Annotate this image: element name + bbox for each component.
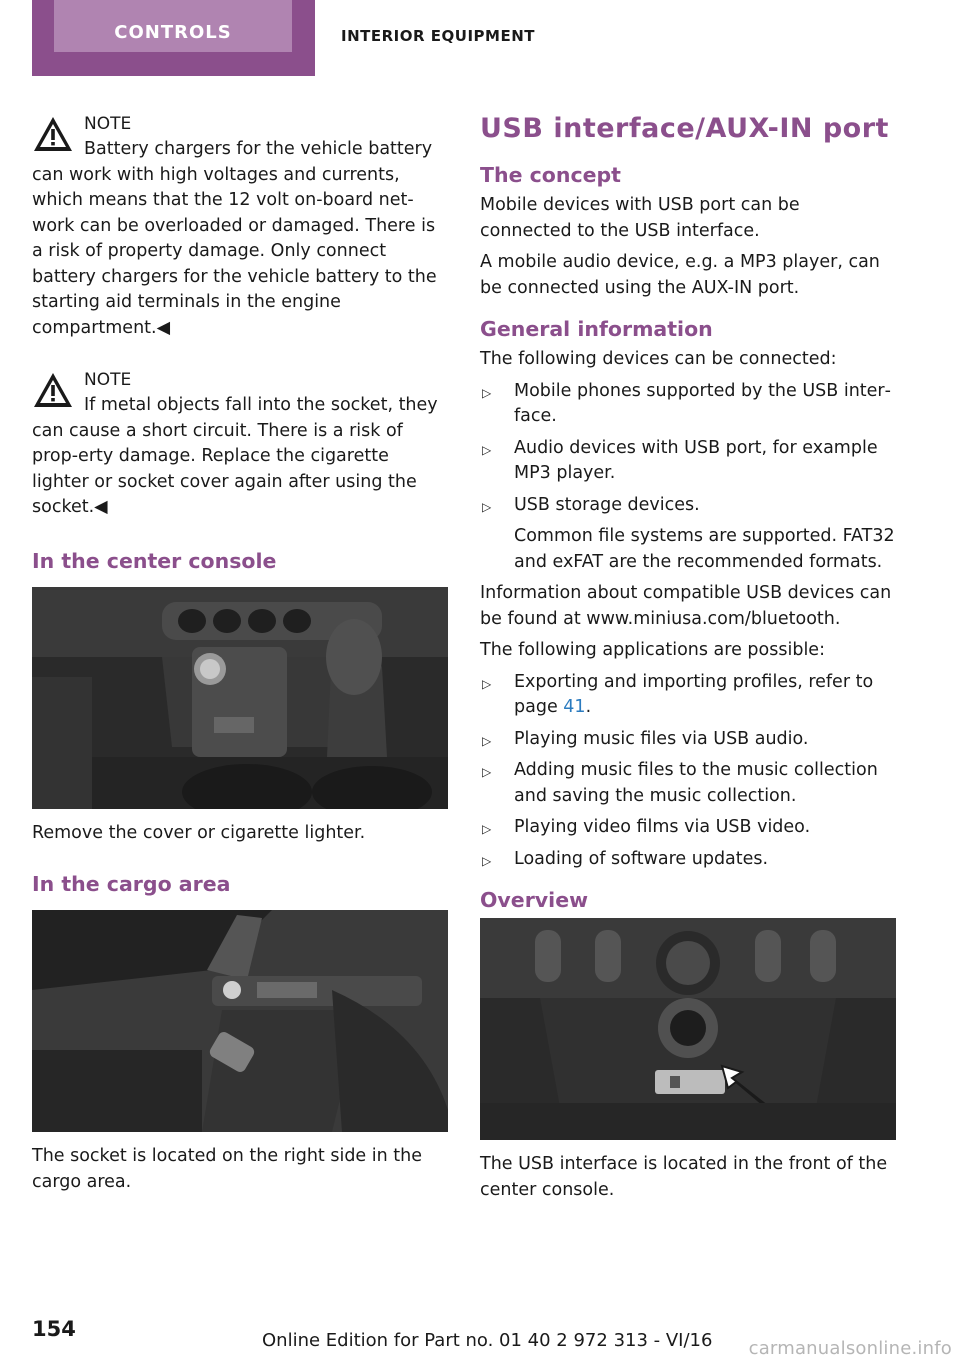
heading-general-information: General information xyxy=(480,317,713,341)
section-label: INTERIOR EQUIPMENT xyxy=(341,27,535,45)
bullet-triangle-icon: ▷ xyxy=(482,733,492,748)
page-title: USB interface/AUX-IN port xyxy=(480,113,889,144)
list-item: ▷ Exporting and importing profiles, refer to page 41. xyxy=(482,671,874,717)
chapter-tab-label: CONTROLS xyxy=(114,22,232,43)
warning-icon xyxy=(32,115,74,153)
usb-interface-photo xyxy=(480,918,896,1140)
page-number: 154 xyxy=(32,1317,76,1341)
heading-overview: Overview xyxy=(480,888,589,912)
overview-caption: The USB interface is located in the front of the center console. xyxy=(480,1154,888,1200)
bullet-triangle-icon: ▷ xyxy=(482,822,492,836)
list-item: ▷ Loading of software updates. xyxy=(480,847,896,873)
bullet-triangle-icon: ▷ xyxy=(482,676,492,691)
list-item: ▷ Mobile phones supported by the USB inter‐face. xyxy=(482,380,891,426)
page-reference-link[interactable]: 41 xyxy=(563,697,586,717)
cargo-area-socket-photo xyxy=(32,910,448,1132)
bullet-triangle-icon: ▷ xyxy=(482,442,492,457)
list-item: ▷ USB storage devices. xyxy=(480,493,896,519)
concept-paragraph-1: Mobile devices with USB port can be connected to the USB interface. xyxy=(480,195,800,241)
note-text: If metal objects fall into the socket, they can cause a short circuit. There is a risk of prop‐erty damage. Replace the cigarette lighter or socket cover again after using the socket.◀ xyxy=(32,395,438,517)
applications-intro: The following applications are possible: xyxy=(480,640,825,660)
left-column xyxy=(32,111,448,1219)
list-item: ▷ Audio devices with USB port, for example MP3 player. xyxy=(482,437,878,483)
right-column xyxy=(480,111,896,1227)
watermark: carmanualsonline.info xyxy=(748,1338,952,1359)
bullet-triangle-icon: ▷ xyxy=(482,765,492,779)
note-title: NOTE xyxy=(84,114,132,134)
chapter-tab xyxy=(32,0,315,76)
bullet-triangle-icon: ▷ xyxy=(482,853,492,868)
edition-footer: Online Edition for Part no. 01 40 2 972 313 - VI/16 xyxy=(262,1330,713,1351)
note-title: NOTE xyxy=(84,370,132,390)
list-item: ▷ Adding music files to the music collection and saving the music collection. xyxy=(482,760,878,806)
devices-list xyxy=(480,379,896,519)
note-metal-objects xyxy=(32,367,448,521)
applications-list xyxy=(480,670,896,873)
compatibility-info: Information about compatible USB devices can be found at www.miniusa.com/bluetooth. xyxy=(480,583,892,629)
cargo-area-caption: The socket is located on the right side in the cargo area. xyxy=(32,1146,422,1192)
list-item: ▷ Playing video films via USB video. xyxy=(480,815,896,841)
heading-cargo-area: In the cargo area xyxy=(32,872,231,896)
heading-concept: The concept xyxy=(480,163,621,187)
bullet-triangle-icon: ▷ xyxy=(482,499,492,514)
warning-icon xyxy=(32,371,74,409)
center-console-socket-photo xyxy=(32,587,448,809)
storage-formats-note: Common file systems are supported. FAT32 and exFAT are the recommended formats. xyxy=(514,526,895,572)
chapter-tab-label-box xyxy=(54,0,292,52)
list-item: ▷ Playing music files via USB audio. xyxy=(480,727,896,753)
bullet-triangle-icon: ▷ xyxy=(482,385,492,400)
note-battery-chargers xyxy=(32,111,448,341)
heading-center-console: In the center console xyxy=(32,548,277,573)
devices-intro: The following devices can be connected: xyxy=(480,349,837,369)
note-text: Battery chargers for the vehicle battery can work with high voltages and currents, which means that the 12 volt on-board net‐work can be overloaded or damaged. There is a risk of property damage. Only connect battery chargers for the vehicle battery to the starting aid terminals in the engine compartment.◀ xyxy=(32,139,437,338)
center-console-caption: Remove the cover or cigarette lighter. xyxy=(32,822,366,843)
concept-paragraph-2: A mobile audio device, e.g. a MP3 player, can be connected using the AUX-IN port. xyxy=(480,252,880,298)
